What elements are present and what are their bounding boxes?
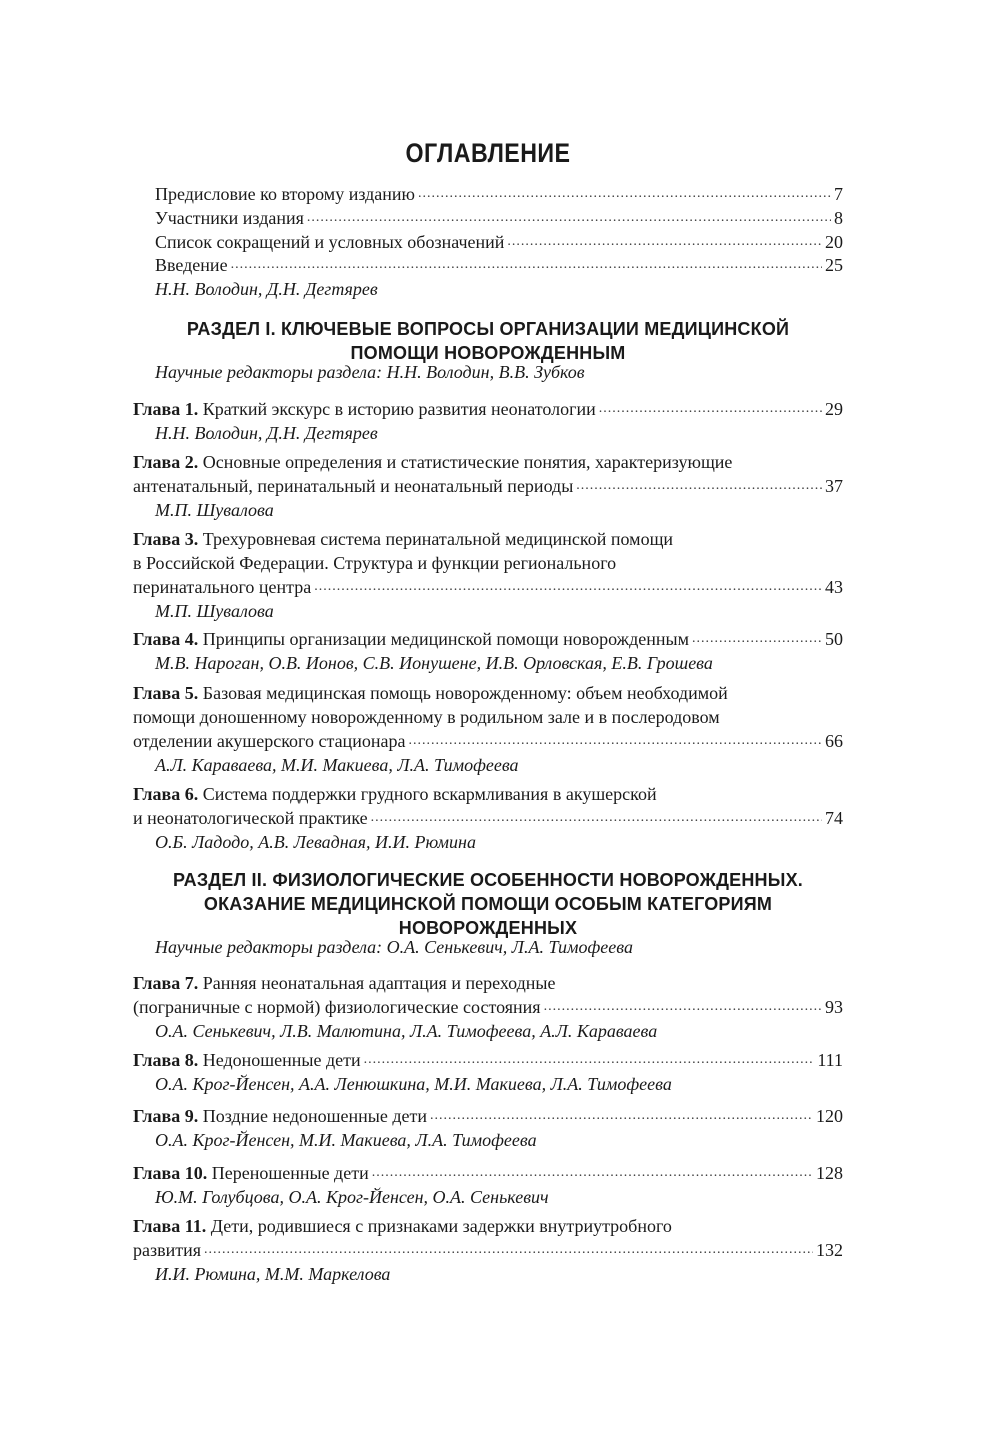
toc-entry-introduction[interactable] xyxy=(155,253,843,301)
chapter-title-line: помощи доношенному новорожденному в родильном зале и в послеродовом xyxy=(133,707,720,727)
dot-leader xyxy=(314,576,822,594)
page-number: 43 xyxy=(825,577,843,597)
chapter-title-line: отделении акушерского стационара xyxy=(133,731,406,751)
dot-leader xyxy=(307,207,831,225)
section-title-line: ОКАЗАНИЕ МЕДИЦИНСКОЙ ПОМОЩИ ОСОБЫМ КАТЕГОРИЯМ xyxy=(203,894,773,914)
page-number: 50 xyxy=(825,629,843,649)
toc-chapter-8[interactable] xyxy=(133,1048,843,1096)
section-editors: Научные редакторы раздела: Н.Н. Володин, В.В. Зубков xyxy=(155,362,585,382)
chapter-title-line: Основные определения и статистические понятия, характеризующие xyxy=(202,452,733,472)
chapter-title: Принципы организации медицинской помощи новорожденным xyxy=(202,629,689,649)
toc-chapter-7[interactable] xyxy=(133,971,843,1043)
toc-chapter-10[interactable] xyxy=(133,1161,843,1209)
dot-leader xyxy=(599,398,822,416)
page-number: 66 xyxy=(825,731,843,751)
toc-entry-preface[interactable] xyxy=(155,182,843,206)
page-number: 8 xyxy=(834,208,843,228)
page-number: 74 xyxy=(825,808,843,828)
chapter-authors: Н.Н. Володин, Д.Н. Дегтярев xyxy=(155,423,378,443)
page-number: 132 xyxy=(816,1240,843,1260)
chapter-label: Глава 7. xyxy=(133,973,199,993)
entry-authors: Н.Н. Володин, Д.Н. Дегтярев xyxy=(155,279,378,299)
chapter-title-line: в Российской Федерации. Структура и функции регионального xyxy=(133,553,617,573)
entry-title: Предисловие ко второму изданию xyxy=(155,184,415,204)
chapter-title-line: Система поддержки грудного вскармливания в акушерской xyxy=(202,784,657,804)
page-number: 25 xyxy=(825,255,843,275)
chapter-authors: О.Б. Ладодо, А.В. Левадная, И.И. Рюмина xyxy=(155,832,476,852)
page-number: 29 xyxy=(825,399,843,419)
chapter-label: Глава 5. xyxy=(133,683,199,703)
page-number: 120 xyxy=(816,1106,843,1126)
chapter-label: Глава 3. xyxy=(133,529,199,549)
toc-chapter-9[interactable] xyxy=(133,1104,843,1152)
dot-leader xyxy=(364,1049,815,1067)
page-number: 111 xyxy=(817,1050,843,1070)
dot-leader xyxy=(408,730,822,748)
chapter-title-line: Дети, родившиеся с признаками задержки внутриутробного xyxy=(210,1216,672,1236)
chapter-title-line: Базовая медицинская помощь новорожденному: объем необходимой xyxy=(202,683,728,703)
dot-leader xyxy=(430,1105,813,1123)
section-heading-2 xyxy=(133,868,843,940)
chapter-title-line: и неонатологической практике xyxy=(133,808,368,828)
dot-leader xyxy=(204,1239,813,1257)
entry-title: Участники издания xyxy=(155,208,304,228)
chapter-label: Глава 10. xyxy=(133,1163,208,1183)
page-number: 7 xyxy=(834,184,843,204)
chapter-authors: М.П. Шувалова xyxy=(155,601,274,621)
chapter-title: Недоношенные дети xyxy=(202,1050,361,1070)
chapter-title-line: антенатальный, перинатальный и неонатальный периоды xyxy=(133,476,574,496)
chapter-authors: М.В. Нароган, О.В. Ионов, С.В. Ионушене, И.В. Орловская, Е.В. Грошева xyxy=(155,653,713,673)
chapter-authors: А.Л. Караваева, М.И. Макиева, Л.А. Тимофеева xyxy=(155,755,519,775)
page-number: 20 xyxy=(825,232,843,252)
section-title-line: НОВОРОЖДЕННЫХ xyxy=(398,918,578,938)
toc-chapter-5[interactable] xyxy=(133,681,843,777)
page-title: ОГЛАВЛЕНИЕ xyxy=(405,138,571,168)
chapter-label: Глава 1. xyxy=(133,399,199,419)
chapter-title-line: развития xyxy=(133,1240,202,1260)
dot-leader xyxy=(231,254,822,272)
chapter-authors: И.И. Рюмина, М.М. Маркелова xyxy=(155,1264,391,1284)
toc-chapter-2[interactable] xyxy=(133,450,843,522)
chapter-label: Глава 11. xyxy=(133,1216,207,1236)
chapter-title: Переношенные дети xyxy=(211,1163,369,1183)
dot-leader xyxy=(507,231,822,249)
chapter-label: Глава 6. xyxy=(133,784,199,804)
chapter-authors: Ю.М. Голубцова, О.А. Крог-Йенсен, О.А. Сенькевич xyxy=(155,1187,549,1207)
chapter-label: Глава 8. xyxy=(133,1050,199,1070)
dot-leader xyxy=(576,475,822,493)
entry-title: Список сокращений и условных обозначений xyxy=(155,232,505,252)
section-title-line: РАЗДЕЛ II. ФИЗИОЛОГИЧЕСКИЕ ОСОБЕННОСТИ НОВОРОЖДЕННЫХ. xyxy=(173,870,803,890)
chapter-title: Краткий экскурс в историю развития неонатологии xyxy=(202,399,596,419)
chapter-label: Глава 2. xyxy=(133,452,199,472)
dot-leader xyxy=(418,183,831,201)
page-number: 128 xyxy=(816,1163,843,1183)
toc-chapter-4[interactable] xyxy=(133,627,843,675)
entry-title: Введение xyxy=(155,255,228,275)
toc-entry-abbreviations[interactable] xyxy=(155,230,843,254)
section-heading-1 xyxy=(133,317,843,365)
chapter-label: Глава 4. xyxy=(133,629,199,649)
chapter-title-line: перинатального центра xyxy=(133,577,312,597)
toc-chapter-11[interactable] xyxy=(133,1214,843,1286)
chapter-authors: О.А. Крог-Йенсен, М.И. Макиева, Л.А. Тимофеева xyxy=(155,1130,537,1150)
page-number: 93 xyxy=(825,997,843,1017)
chapter-authors: О.А. Сенькевич, Л.В. Малютина, Л.А. Тимофеева, А.Л. Караваева xyxy=(155,1021,658,1041)
chapter-title: Поздние недоношенные дети xyxy=(202,1106,427,1126)
dot-leader xyxy=(544,996,822,1014)
chapter-title-line: Ранняя неонатальная адаптация и переходные xyxy=(202,973,556,993)
chapter-authors: О.А. Крог-Йенсен, А.А. Ленюшкина, М.И. Макиева, Л.А. Тимофеева xyxy=(155,1074,672,1094)
toc-chapter-3[interactable] xyxy=(133,527,843,623)
toc-chapter-6[interactable] xyxy=(133,782,843,854)
dot-leader xyxy=(692,628,822,646)
chapter-label: Глава 9. xyxy=(133,1106,199,1126)
page-number: 37 xyxy=(825,476,843,496)
section-title-line: РАЗДЕЛ I. КЛЮЧЕВЫЕ ВОПРОСЫ ОРГАНИЗАЦИИ МЕДИЦИНСКОЙ xyxy=(186,319,790,339)
chapter-title-line: Трехуровневая система перинатальной медицинской помощи xyxy=(202,529,674,549)
section-title-line: ПОМОЩИ НОВОРОЖДЕННЫМ xyxy=(350,343,626,363)
chapter-title-line: (пограничные с нормой) физиологические состояния xyxy=(133,997,541,1017)
toc-entry-contributors[interactable] xyxy=(155,206,843,230)
dot-leader xyxy=(372,1162,813,1180)
section-editors: Научные редакторы раздела: О.А. Сенькевич, Л.А. Тимофеева xyxy=(155,937,633,957)
chapter-authors: М.П. Шувалова xyxy=(155,500,274,520)
dot-leader xyxy=(371,807,822,825)
toc-chapter-1[interactable] xyxy=(133,397,843,445)
